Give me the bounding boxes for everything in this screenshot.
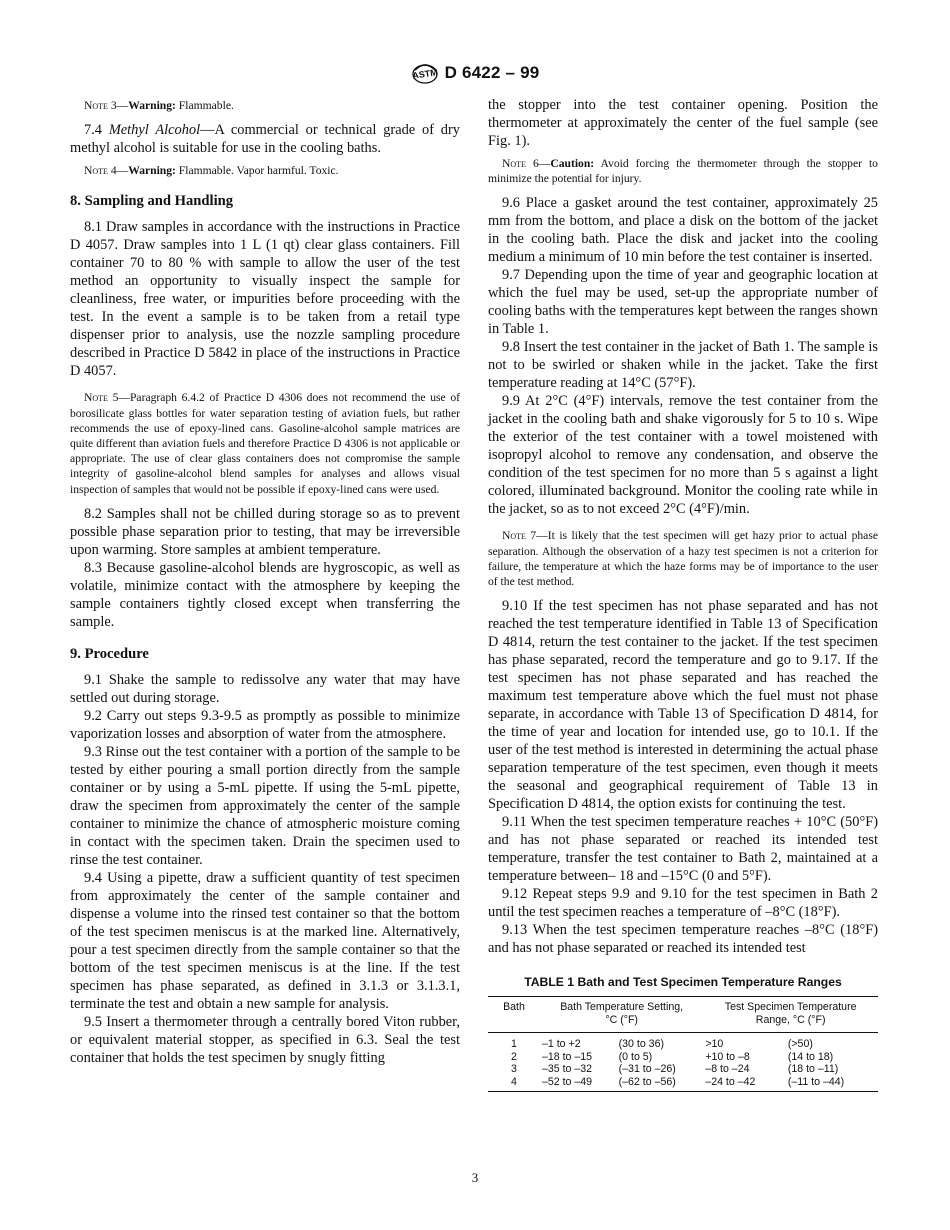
page-number: 3 bbox=[471, 1170, 479, 1185]
note-7: Note 7—It is likely that the test specimen will get hazy prior to actual phase separation. Although the observation of a hazy test specimen is not a criterion for failure, the temperature at which the haze forms may be of importance to the user of the test method. bbox=[488, 529, 878, 589]
table-1 bbox=[488, 996, 878, 1092]
table-row: 4 –52 to –49 (–62 to –56) –24 to –42 (–11 to –44) bbox=[488, 1076, 878, 1092]
paragraph-9-5-continued: the stopper into the test container opening. Position the thermometer at approximately the center of the fuel sample (see Fig. 1). bbox=[488, 97, 878, 149]
col-header-bath: Bath bbox=[503, 1001, 525, 1014]
document-id: D 6422 – 99 bbox=[444, 63, 540, 82]
table-1-title: TABLE 1 Bath and Test Specimen Temperature Ranges bbox=[524, 975, 842, 990]
paragraph-9-2: 9.2 Carry out steps 9.3-9.5 as promptly as possible to minimize vaporization losses and absorption of water from the atmosphere. bbox=[70, 707, 460, 742]
paragraph-8-3: 8.3 Because gasoline-alcohol blends are hygroscopic, as well as volatile, minimize contact with the atmosphere by keeping the sample containers tightly closed except when transferring the sample. bbox=[70, 559, 460, 630]
paragraph-9-4: 9.4 Using a pipette, draw a sufficient quantity of test specimen from approximately the center of the sample container and dispense a volume into the rinsed test container so that the bottom of the test specimen meniscus is at the marked line. Alternatively, pour a test specimen directly from the sample container so that the bottom of the test specimen meniscus is at the line. If the test specimen has phase separated, as defined in 3.1.3 or 3.1.3.1, terminate the test and obtain a new sample for analysis. bbox=[70, 869, 460, 1012]
table-row: 2 –18 to –15 (0 to 5) +10 to –8 (14 to 18) bbox=[511, 1050, 834, 1063]
table-header-row bbox=[488, 997, 878, 1033]
astm-logo-icon bbox=[411, 60, 439, 86]
paragraph-9-13-start: 9.13 When the test specimen temperature reaches –8°C (18°F) and has not phase separated or reached its intended test bbox=[488, 922, 878, 957]
left-column bbox=[70, 96, 460, 1067]
note-3: Note 3—Warning: Flammable. bbox=[84, 99, 234, 112]
paragraph-8-2: 8.2 Samples shall not be chilled during storage so as to prevent possible phase separation prior to testing, that may be irreversible upon warming. Store samples at ambient temperature. bbox=[70, 505, 460, 558]
note-4: Note 4—Warning: Flammable. Vapor harmful. Toxic. bbox=[84, 164, 339, 178]
paragraph-9-1: 9.1 Shake the sample to redissolve any water that may have settled out during storage. bbox=[70, 671, 460, 706]
col-header-bath-setting: Bath Temperature Setting, °C (°F) bbox=[560, 1001, 684, 1026]
page-header bbox=[0, 60, 950, 90]
paragraph-9-7: 9.7 Depending upon the time of year and geographic location at which the fuel may be used, set-up the appropriate number of cooling baths with the temperatures kept between the ranges shown in Table 1. bbox=[488, 267, 878, 338]
note-5: Note 5—Paragraph 6.4.2 of Practice D 4306 does not recommend the use of borosilicate glass bottles for water separation testing of aviation fuels, but rather recommends the use of epoxy-lined cans. Gasoline-alcohol sample matrices are quite different than aviation fuels and therefore Practice D 4306 is not applicable or appropriate. The use of clear glass containers does not compromise the sample integrity of gasoline-alcohol blend samples for analyses and allows visual inspection of samples that would not be possible if epoxy-lined cans were used. bbox=[70, 391, 460, 496]
svg-text:ASTM: ASTM bbox=[411, 67, 438, 81]
paragraph-9-9: 9.9 At 2°C (4°F) intervals, remove the test container from the jacket in the cooling bath and shake vigorously for 5 to 10 s. Wipe the exterior of the test container with a towel moistened with isopropyl alcohol to remove any condensation, and observe the condition of the test specimen for no more than 5 s against a light colored, illuminated background. Monitor the cooling rate while in the jacket, so as to not exceed 2°C (4°F)/min. bbox=[488, 393, 878, 518]
section-heading-9: 9. Procedure bbox=[70, 645, 149, 662]
col-header-specimen-range: Test Specimen Temperature Range, °C (°F) bbox=[724, 1001, 857, 1026]
table-row: 1 –1 to +2 (30 to 36) >10 (>50) bbox=[511, 1038, 813, 1051]
note-6: Note 6—Caution: Avoid forcing the thermometer through the stopper to minimize the potential for injury. bbox=[488, 157, 878, 186]
paragraph-9-12: 9.12 Repeat steps 9.9 and 9.10 for the test specimen in Bath 2 until the test specimen reaches a temperature of –8°C (18°F). bbox=[488, 886, 878, 921]
paragraph-9-10: 9.10 If the test specimen has not phase separated and has not reached the test temperature identified in Table 13 of Specification D 4814, return the test container to the jacket. If the test specimen has phase separated, record the temperature and go to 9.17. If the test specimen has not phase separated and has reached the maximum test temperature above which the fuel must not phase separate, in accordance with Table 13 of Specification D 4814, for the time of year and location for intended use, go to 10.1. If the user of the test method is interested in determining the actual phase separation temperature of the test specimen, even though it meets the seasonal and geographical requirement of Table 13 in Specification D 4814, the option exists for continuing the test. bbox=[488, 598, 878, 813]
paragraph-9-3: 9.3 Rinse out the test container with a portion of the sample to be tested by either pouring a small portion directly from the sample container or by using a 5-mL pipette. If using the 5-mL pipette, draw the specimen from approximately the center of the sample container to minimize the chance of atmospheric moisture coming in contact with the specimen taken. Drain the specimen used to rinse the test container. bbox=[70, 743, 460, 868]
paragraph-7-4: 7.4 Methyl Alcohol—A commercial or technical grade of dry methyl alcohol is suitable for use in the cooling baths. bbox=[70, 122, 460, 157]
table-row: 3 –35 to –32 (–31 to –26) –8 to –24 (18 to –11) bbox=[511, 1063, 839, 1076]
paragraph-9-5-start: 9.5 Insert a thermometer through a centrally bored Viton rubber, or equivalent material stopper, as specified in 6.3. Seal the test container that holds the test specimen by snugly fitting bbox=[70, 1013, 460, 1066]
paragraph-9-6: 9.6 Place a gasket around the test container, approximately 25 mm from the bottom, and place a disk on the bottom of the jacket in the cooling bath. Place the disk and jacket into the cooling medium a minimum of 10 min before the test container is inserted. bbox=[488, 195, 878, 266]
paragraph-9-8: 9.8 Insert the test container in the jacket of Bath 1. The sample is not to be swirled or shaken while in the jacket. Take the first temperature reading at 14°C (57°F). bbox=[488, 339, 878, 392]
section-heading-8: 8. Sampling and Handling bbox=[70, 193, 234, 210]
paragraph-9-11: 9.11 When the test specimen temperature reaches + 10°C (50°F) and has not phase separated or reached its intended test temperature, transfer the test container to Bath 2, maintained at a temperature between– 18 and –15°C (0 and 5°F). bbox=[488, 814, 878, 885]
right-column bbox=[488, 96, 878, 1092]
paragraph-8-1: 8.1 Draw samples in accordance with the instructions in Practice D 4057. Draw samples into 1 L (1 qt) clear glass containers. Fill container 70 to 80 % with sample to allow the user of the test method an opportunity to visually inspect the sample for cleanliness, free water, or impurities before proceeding with the test. In the event a sample is to be taken from a retail type dispenser prior to analysis, use the nozzle sampling procedure described in Practice D 5842 in place of the instructions in Practice D 4057. bbox=[70, 219, 460, 380]
